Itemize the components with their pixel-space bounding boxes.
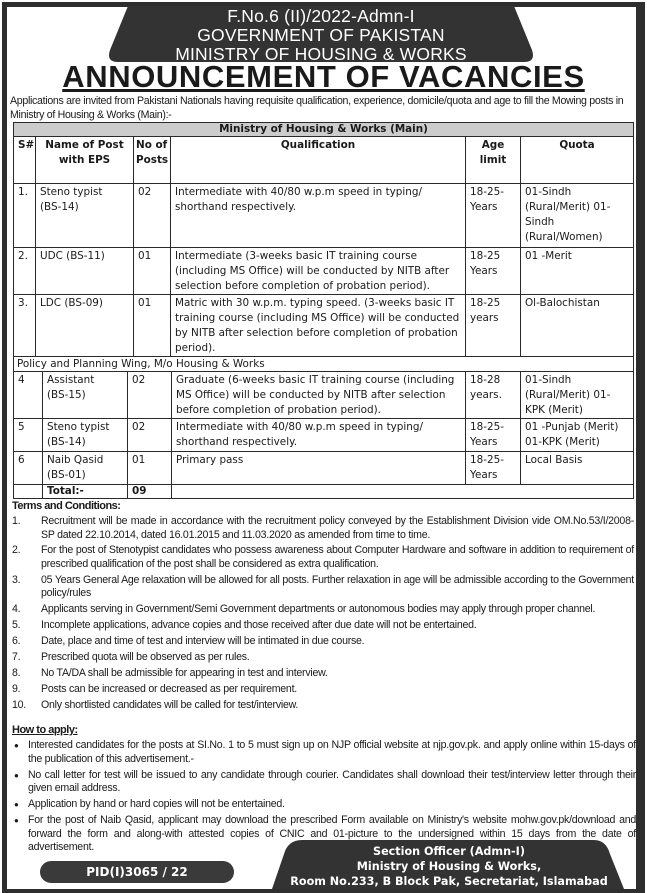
intro-paragraph: Applications are invited from Pakistani Nationals having requisite qualification, experience, domicile/quota and age to fill the Mowing posts in Ministry of Housing & Works (Main):-	[10, 95, 624, 121]
ministry-name: MINISTRY OF HOUSING & WORKS	[175, 44, 467, 64]
term-number: 2.	[12, 544, 21, 557]
table-cell-quota: 01 -Merit	[520, 247, 634, 295]
officer-title: Section Officer (Admn-I)	[373, 845, 525, 858]
page-border-bottom	[2, 889, 645, 893]
term-number: 4.	[12, 603, 21, 616]
term-item	[12, 603, 634, 617]
term-item	[12, 651, 634, 665]
total-value: 09	[127, 484, 172, 499]
table-cell-qualification: Matric with 30 w.p.m. typing speed. (3-weeks basic IT training course (including MS Office) will be conducted by NITB after selection before completion of probation period).	[170, 294, 466, 357]
section-2-title: Policy and Planning Wing, M/o Housing & Works	[13, 356, 634, 372]
bullet-icon: ●	[14, 816, 19, 825]
term-text: No TA/DA shall be admissible for appearing in test and interview.	[41, 666, 328, 679]
officer-address: Room No.233, B Block Pak, Secretariat, Islamabad	[290, 875, 608, 888]
table-cell-sno: 5	[13, 418, 43, 452]
how-to-apply-text: For the post of Naib Qasid, applicant may download the prescribed Form available on Ministry's website mohw.gov.pk/download and forward the form and along-with attested copies of CNIC and 01-picture to the undersigned within 15 days from the date of advertisement.	[28, 814, 636, 853]
term-number: 8.	[12, 666, 21, 679]
term-text: Incomplete applications, advance copies and those received after due date will not be entertained.	[41, 619, 477, 632]
section-1-title: Ministry of Housing & Works (Main)	[13, 122, 634, 137]
table-cell-count: 02	[127, 371, 172, 419]
how-to-apply-text: Interested candidates for the posts at SI.No. 1 to 5 must sign up on NJP official website at njp.gov.pk. and apply online within 15-days of the publication of this advertisement.-	[28, 739, 636, 765]
table-cell-age: 18-28 years.	[465, 371, 521, 419]
table-cell-count: 01	[127, 451, 172, 485]
table-cell-sno: 4	[13, 371, 43, 419]
column-header-age: Age limit	[465, 136, 521, 184]
column-header-qualification: Qualification	[170, 136, 466, 184]
table-cell-post: LDC (BS-09)	[35, 294, 134, 357]
table-cell-sno: 3.	[13, 294, 36, 357]
table-cell-qualification: Intermediate with 40/80 w.p.m speed in typing/ shorthand respectively.	[170, 183, 466, 248]
term-number: 9.	[12, 682, 21, 695]
table-cell-post: Steno typist (BS-14)	[42, 418, 128, 452]
table-cell-count: 02	[127, 418, 172, 452]
term-number: 5.	[12, 619, 21, 632]
table-cell-age: 18-25- Years	[465, 183, 521, 248]
total-empty-cell	[13, 484, 43, 499]
term-number: 10.	[12, 698, 26, 711]
table-cell-count: 01	[133, 294, 171, 357]
term-text: Recruitment will be made in accordance with the recruitment policy conveyed by the Establishment Division vide OM.No.53/I/2008-SP dated 22.10.2014, dated 16.01.2015 and 11.03.2020 as amended from time to time.	[41, 515, 634, 541]
page-border-right	[641, 2, 645, 893]
table-cell-count: 01	[133, 247, 171, 295]
how-to-apply-item	[12, 769, 636, 796]
term-number: 3.	[12, 573, 21, 586]
term-item	[12, 635, 634, 649]
total-empty-cell	[171, 484, 634, 499]
file-number: F.No.6 (II)/2022-Admn-I	[227, 6, 415, 26]
table-cell-post: Steno typist (BS-14)	[35, 183, 134, 248]
term-item	[12, 515, 634, 542]
table-cell-sno: 1.	[13, 183, 36, 248]
table-cell-qualification: Intermediate (3-weeks basic IT training course (including MS Office) will be conducted by NITB after selection before completion of probation period).	[170, 247, 466, 295]
table-cell-qualification: Intermediate with 40/80 w.p.m speed in typing/ shorthand respectively.	[171, 418, 466, 452]
term-text: Prescribed quota will be observed as per rules.	[41, 650, 250, 663]
table-cell-qualification: Primary pass	[171, 451, 466, 485]
officer-banner	[272, 840, 626, 889]
table-cell-post: Assistant (BS-15)	[42, 371, 128, 419]
table-cell-quota: 01-Sindh (Rural/Merit) 01-KPK (Merit)	[520, 371, 634, 419]
term-text: Date, place and time of test and interview will be intimated in due course.	[41, 634, 365, 647]
term-item	[12, 667, 634, 681]
term-item	[12, 699, 634, 713]
column-header-post: Name of Post with EPS	[35, 136, 134, 184]
table-cell-age: 18-25 years	[465, 294, 521, 357]
how-to-apply-text: No call letter for test will be issued to any candidate through courier. Candidates shall download their test/interview letter through their given email address.	[28, 768, 636, 794]
table-cell-quota: 01-Sindh (Rural/Merit) 01-Sindh (Rural/Women)	[520, 183, 634, 248]
term-text: Applicants serving in Government/Semi Government departments or autonomous bodies may apply through proper channel.	[41, 603, 596, 616]
table-cell-post: Naib Qasid (BS-01)	[42, 451, 128, 485]
term-item	[12, 683, 634, 697]
term-number: 7.	[12, 650, 21, 663]
table-cell-quota: Local Basis	[520, 451, 634, 485]
column-header-sno: S#	[13, 136, 36, 184]
term-number: 6.	[12, 634, 21, 647]
term-text: Posts can be increased or decreased as per requirement.	[41, 682, 297, 695]
column-header-quota: Quota	[520, 136, 634, 184]
table-cell-post: UDC (BS-11)	[35, 247, 134, 295]
how-to-apply-text: Application by hand or hard copies will not be entertained.	[28, 798, 285, 810]
term-text: Only shortlisted candidates will be called for test/interview.	[41, 698, 299, 711]
table-cell-age: 18-25 Years	[465, 247, 521, 295]
table-cell-age: 18-25- Years	[465, 451, 521, 485]
how-to-apply-title: How to apply:	[12, 724, 78, 736]
terms-list	[12, 515, 634, 714]
table-cell-sno: 2.	[13, 247, 36, 295]
table-cell-count: 02	[133, 183, 171, 248]
bullet-icon: ●	[14, 770, 19, 780]
table-cell-age: 18-25- Years	[465, 418, 521, 452]
column-header-count: No of Posts	[133, 136, 171, 184]
total-label: Total:-	[42, 484, 128, 499]
term-text: For the post of Stenotypist candidates who possess awareness about Computer Hardware and software in addition to requirement of prescribed qualification of the post shall be considered as extra qualification.	[41, 544, 634, 570]
officer-ministry: Ministry of Housing & Works,	[356, 860, 542, 873]
term-item	[12, 544, 634, 571]
table-cell-quota: Ol-Balochistan	[520, 294, 634, 357]
pid-badge: PID(I)3065 / 22	[40, 861, 234, 883]
bullet-icon: ●	[14, 800, 19, 809]
terms-title: Terms and Conditions:	[12, 500, 121, 512]
term-text: 05 Years General Age relaxation will be allowed for all posts. Further relaxation in age will be admissible according to the Government policy/rules	[41, 573, 634, 600]
how-to-apply-item	[12, 739, 636, 766]
table-cell-sno: 6	[13, 451, 43, 485]
header-banner	[100, 6, 542, 62]
how-to-apply-item	[12, 798, 636, 812]
table-cell-qualification: Graduate (6-weeks basic IT training course (including MS Office) will be conducted by NITB after selection before completion of probation period).	[171, 371, 466, 419]
table-cell-quota: 01 -Punjab (Merit) 01-KPK (Merit)	[520, 418, 634, 452]
page-title: ANNOUNCEMENT OF VACANCIES	[62, 59, 585, 94]
term-number: 1.	[12, 515, 21, 527]
term-item	[12, 619, 634, 633]
government-name: GOVERNMENT OF PAKISTAN	[197, 25, 445, 45]
bullet-icon: ●	[14, 741, 19, 750]
term-item	[12, 574, 634, 601]
